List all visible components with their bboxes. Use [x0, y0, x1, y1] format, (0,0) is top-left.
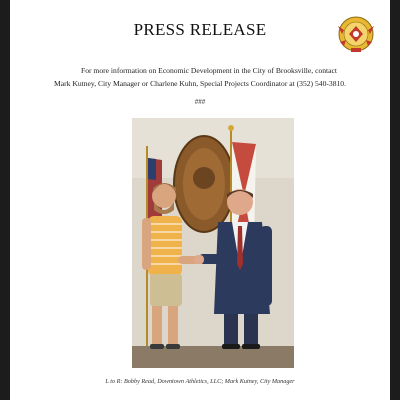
- section-separator: ###: [194, 98, 206, 106]
- contact-info-line-1: For more information on Economic Development in the City of Brooksville, contact: [80, 66, 338, 75]
- page-title: PRESS RELEASE: [133, 20, 267, 39]
- press-release-page: [10, 0, 390, 400]
- photo-caption: L to R: Bobby Read, Downtown Athletics, LLC; Mark Kutney, City Manager: [105, 378, 295, 385]
- contact-info-line-2: Mark Kutney, City Manager or Charlene Kuhn, Special Projects Coordinator at (352) 540-3810.: [53, 79, 346, 88]
- contact-info: [10, 64, 390, 90]
- handshake-photo: [132, 118, 294, 368]
- city-seal-icon: [334, 12, 378, 56]
- handshake-photo-illustration: [132, 118, 294, 368]
